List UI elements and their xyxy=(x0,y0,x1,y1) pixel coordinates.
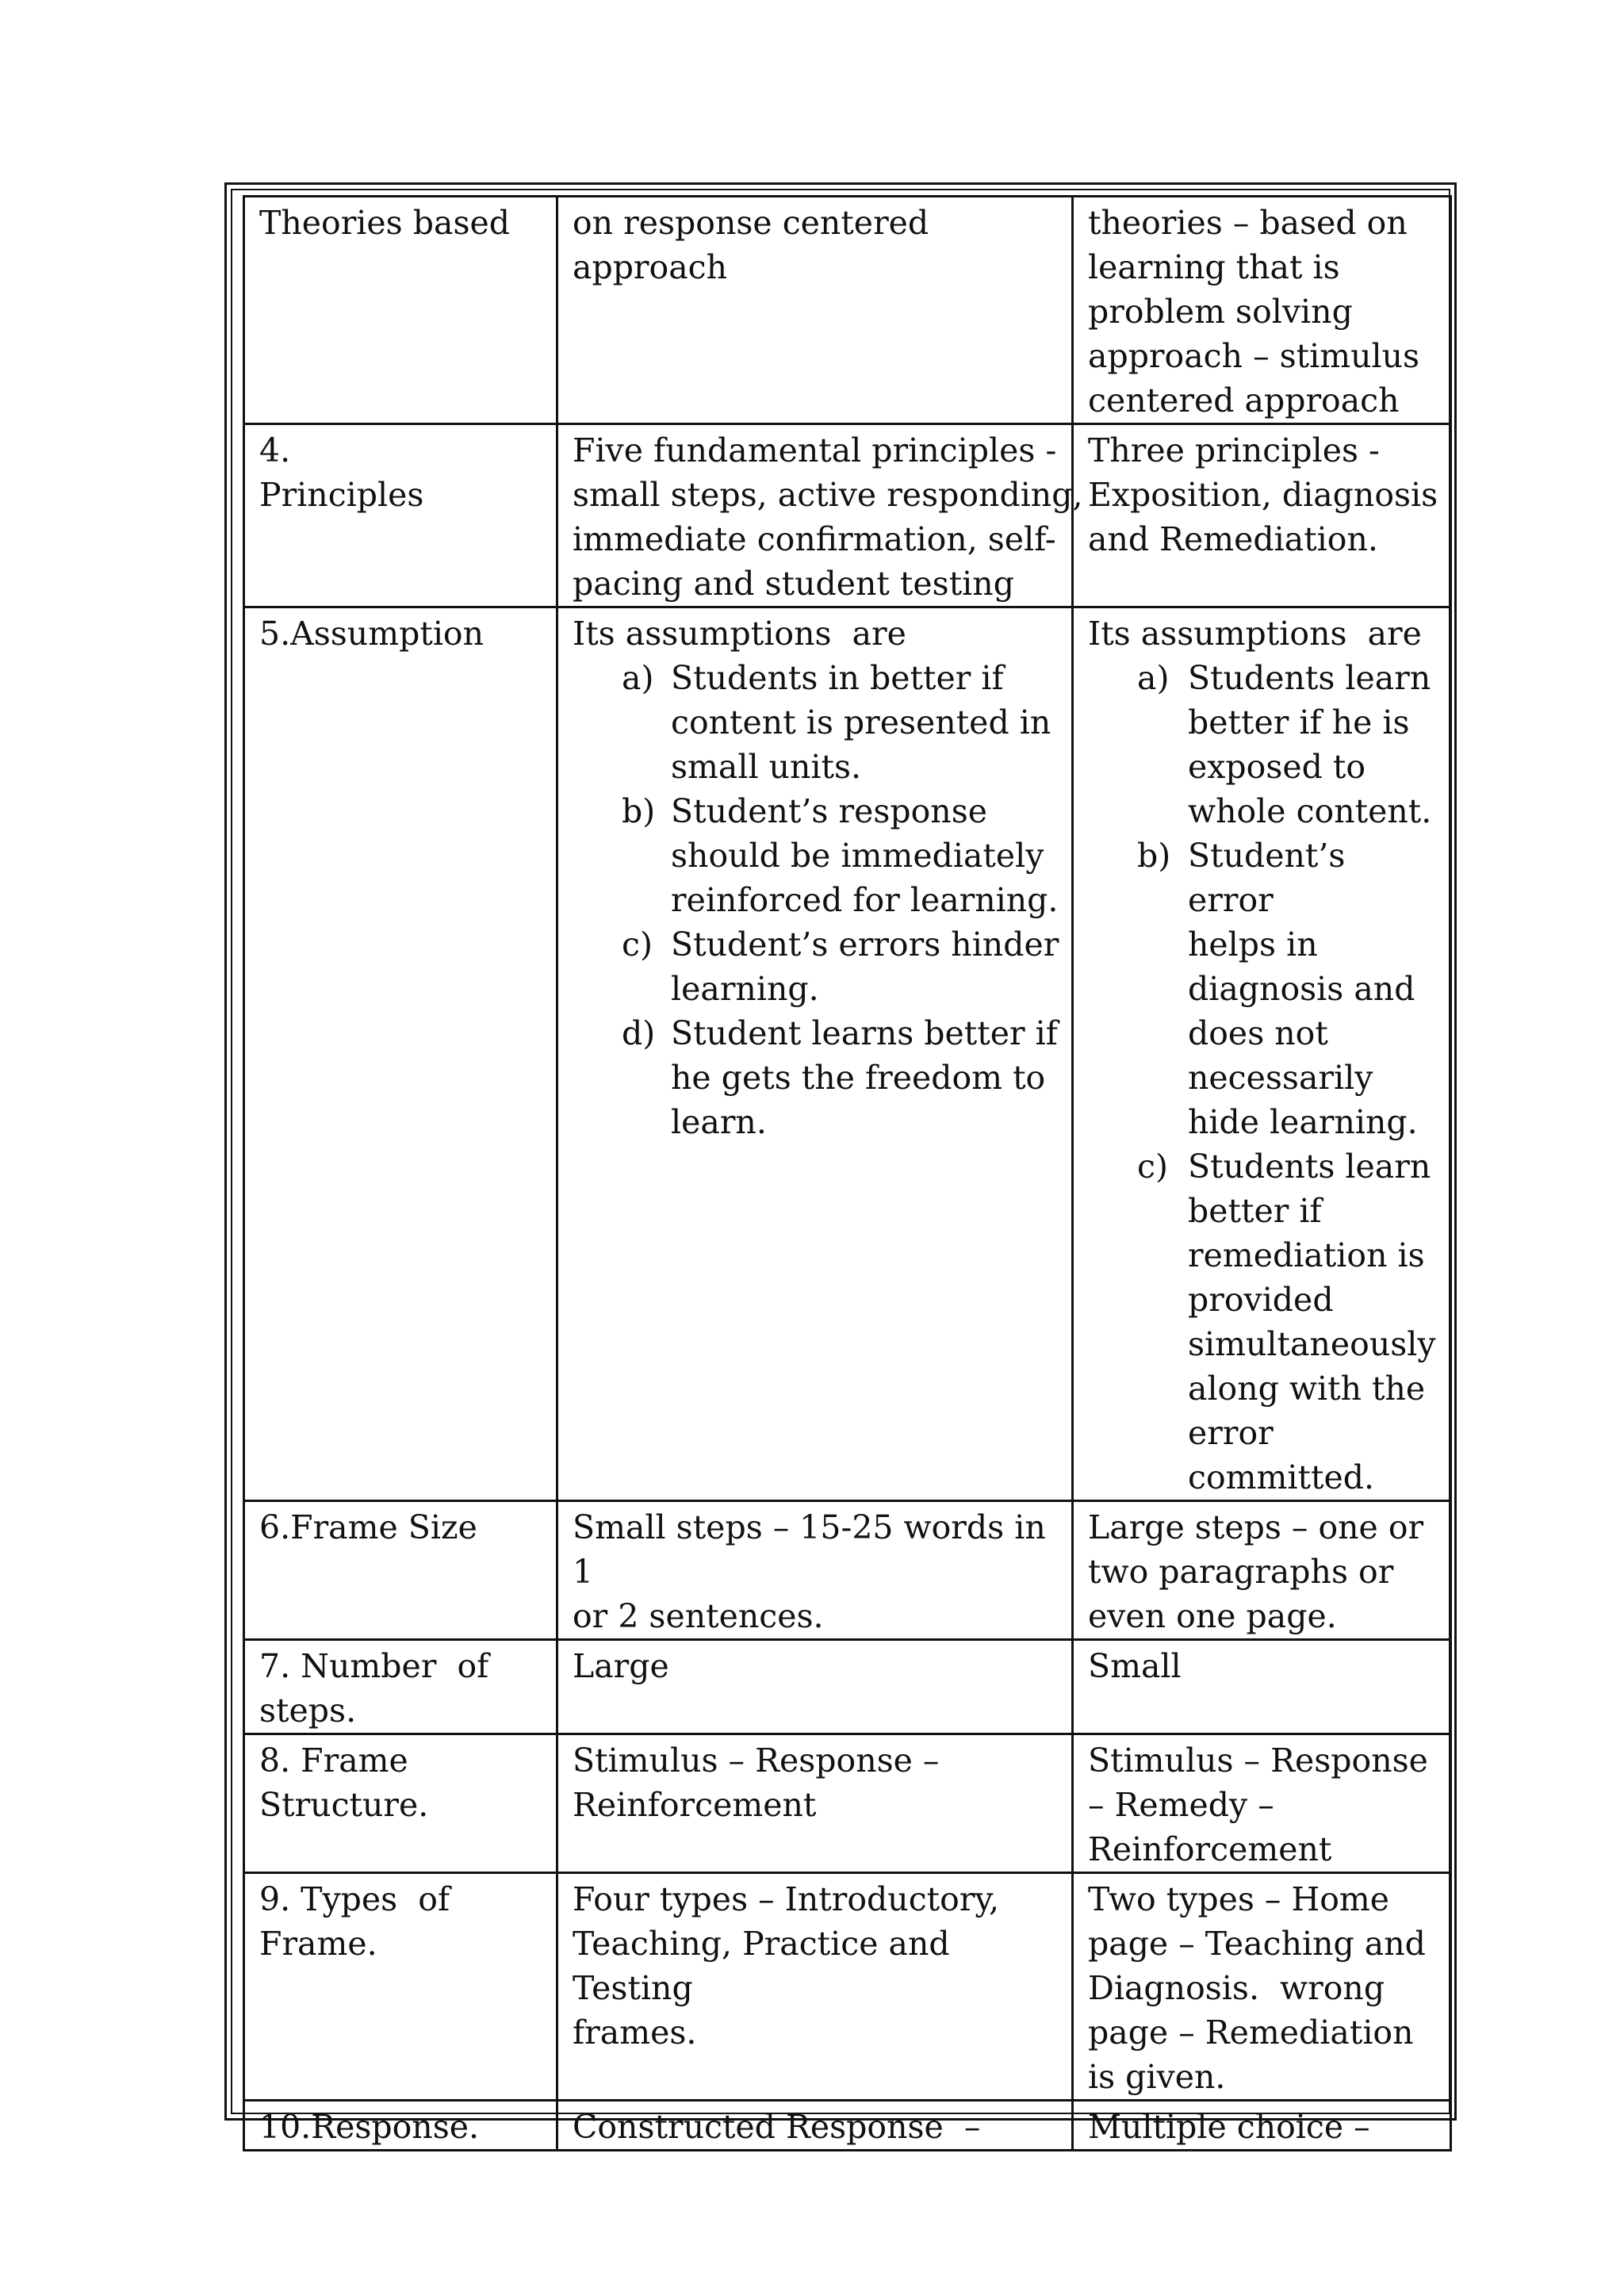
branching-cell xyxy=(1073,424,1451,607)
branching-cell xyxy=(1073,2101,1451,2151)
list-item-text: Students in better if content is presented in small units. xyxy=(671,659,1051,786)
branching-text: Two types – Home page – Teaching and Diagnosis. wrong page – Remediation is given. xyxy=(1088,1880,1426,2096)
linear-cell xyxy=(557,1501,1073,1640)
row-label: 8. Frame Structure. xyxy=(259,1741,429,1824)
branching-cell xyxy=(1073,1640,1451,1734)
row-label-cell xyxy=(244,424,557,607)
row-label: 6.Frame Size xyxy=(259,1508,477,1546)
table-row xyxy=(244,1501,1451,1640)
linear-cell xyxy=(557,1640,1073,1734)
linear-assumption-list xyxy=(573,656,1062,1144)
branching-text: Multiple choice – xyxy=(1088,2108,1370,2146)
row-label: Theories based xyxy=(259,204,510,242)
linear-cell xyxy=(557,197,1073,424)
linear-cell xyxy=(557,2101,1073,2151)
branching-text: Three principles - Exposition, diagnosis and Remediation. xyxy=(1088,431,1438,558)
comparison-table xyxy=(243,195,1452,2151)
list-item-text: Student’s error helps in diagnosis and does not necessarily hide learning. xyxy=(1188,837,1418,1141)
branching-cell xyxy=(1073,1501,1451,1640)
branching-text: Small xyxy=(1088,1647,1182,1685)
list-marker: c) xyxy=(1137,1148,1168,1186)
list-marker: a) xyxy=(622,659,654,697)
list-marker: b) xyxy=(622,792,656,830)
branching-cell xyxy=(1073,1734,1451,1873)
table-row xyxy=(244,607,1451,1501)
list-marker: a) xyxy=(1137,659,1170,697)
table-row xyxy=(244,197,1451,424)
list-marker: d) xyxy=(622,1014,656,1052)
linear-intro: Its assumptions are xyxy=(573,615,906,653)
linear-cell xyxy=(557,1873,1073,2101)
table-row xyxy=(244,1873,1451,2101)
row-label-cell xyxy=(244,1640,557,1734)
row-label-cell xyxy=(244,2101,557,2151)
branching-text: Stimulus – Response – Remedy – Reinforcement xyxy=(1088,1741,1428,1868)
table-row xyxy=(244,1640,1451,1734)
linear-text: Constructed Response – xyxy=(573,2108,981,2146)
branching-text: Large steps – one or two paragraphs or even one page. xyxy=(1088,1508,1424,1635)
linear-text: Five fundamental principles - small steps, active responding, immediate confirmation, self- pacing and student testing xyxy=(573,431,1083,603)
table-row xyxy=(244,1734,1451,1873)
branching-cell xyxy=(1073,1873,1451,2101)
list-item-text: Students learn better if he is exposed to whole content. xyxy=(1188,659,1432,830)
row-label-cell xyxy=(244,1873,557,2101)
list-item-text: Student learns better if he gets the freedom to learn. xyxy=(671,1014,1058,1141)
row-label: 10.Response. xyxy=(259,2108,480,2146)
row-label: 5.Assumption xyxy=(259,615,485,653)
linear-cell xyxy=(557,424,1083,607)
row-label-cell xyxy=(244,1734,557,1873)
row-label: 4. Principles xyxy=(259,431,424,514)
list-item-text: Student’s response should be immediately reinforced for learning. xyxy=(671,792,1059,919)
branching-text: theories – based on learning that is problem solving approach – stimulus centered approach xyxy=(1088,204,1420,420)
list-item xyxy=(573,1011,1062,1144)
table-row xyxy=(244,424,1451,607)
linear-text: Large xyxy=(573,1647,669,1685)
list-item-text: Student’s errors hinder learning. xyxy=(671,925,1059,1008)
row-label-cell xyxy=(244,1501,557,1640)
list-item xyxy=(573,922,1062,1011)
linear-text: Four types – Introductory, Teaching, Practice and Testing frames. xyxy=(573,1880,1000,2052)
row-label-cell xyxy=(244,197,557,424)
linear-cell xyxy=(557,1734,1073,1873)
linear-cell xyxy=(557,607,1073,1501)
list-marker: b) xyxy=(1137,837,1171,875)
row-label: 7. Number of steps. xyxy=(259,1647,489,1730)
linear-text: on response centered approach xyxy=(573,204,929,286)
branching-intro: Its assumptions are xyxy=(1088,615,1422,653)
list-marker: c) xyxy=(622,925,653,964)
table-row xyxy=(244,2101,1451,2151)
row-label-cell xyxy=(244,607,557,1501)
linear-text: Small steps – 15-25 words in 1 or 2 sentences. xyxy=(573,1508,1046,1635)
list-item xyxy=(573,789,1062,922)
list-item xyxy=(1088,1144,1440,1500)
list-item xyxy=(573,656,1062,789)
list-item xyxy=(1088,656,1440,833)
list-item xyxy=(1088,833,1440,1144)
branching-cell xyxy=(1073,607,1451,1501)
row-label: 9. Types of Frame. xyxy=(259,1880,450,1963)
linear-text: Stimulus – Response – Reinforcement xyxy=(573,1741,940,1824)
branching-assumption-list xyxy=(1088,656,1440,1500)
list-item-text: Students learn better if remediation is provided simultaneously along with the error committed. xyxy=(1188,1148,1436,1496)
branching-cell xyxy=(1073,197,1451,424)
